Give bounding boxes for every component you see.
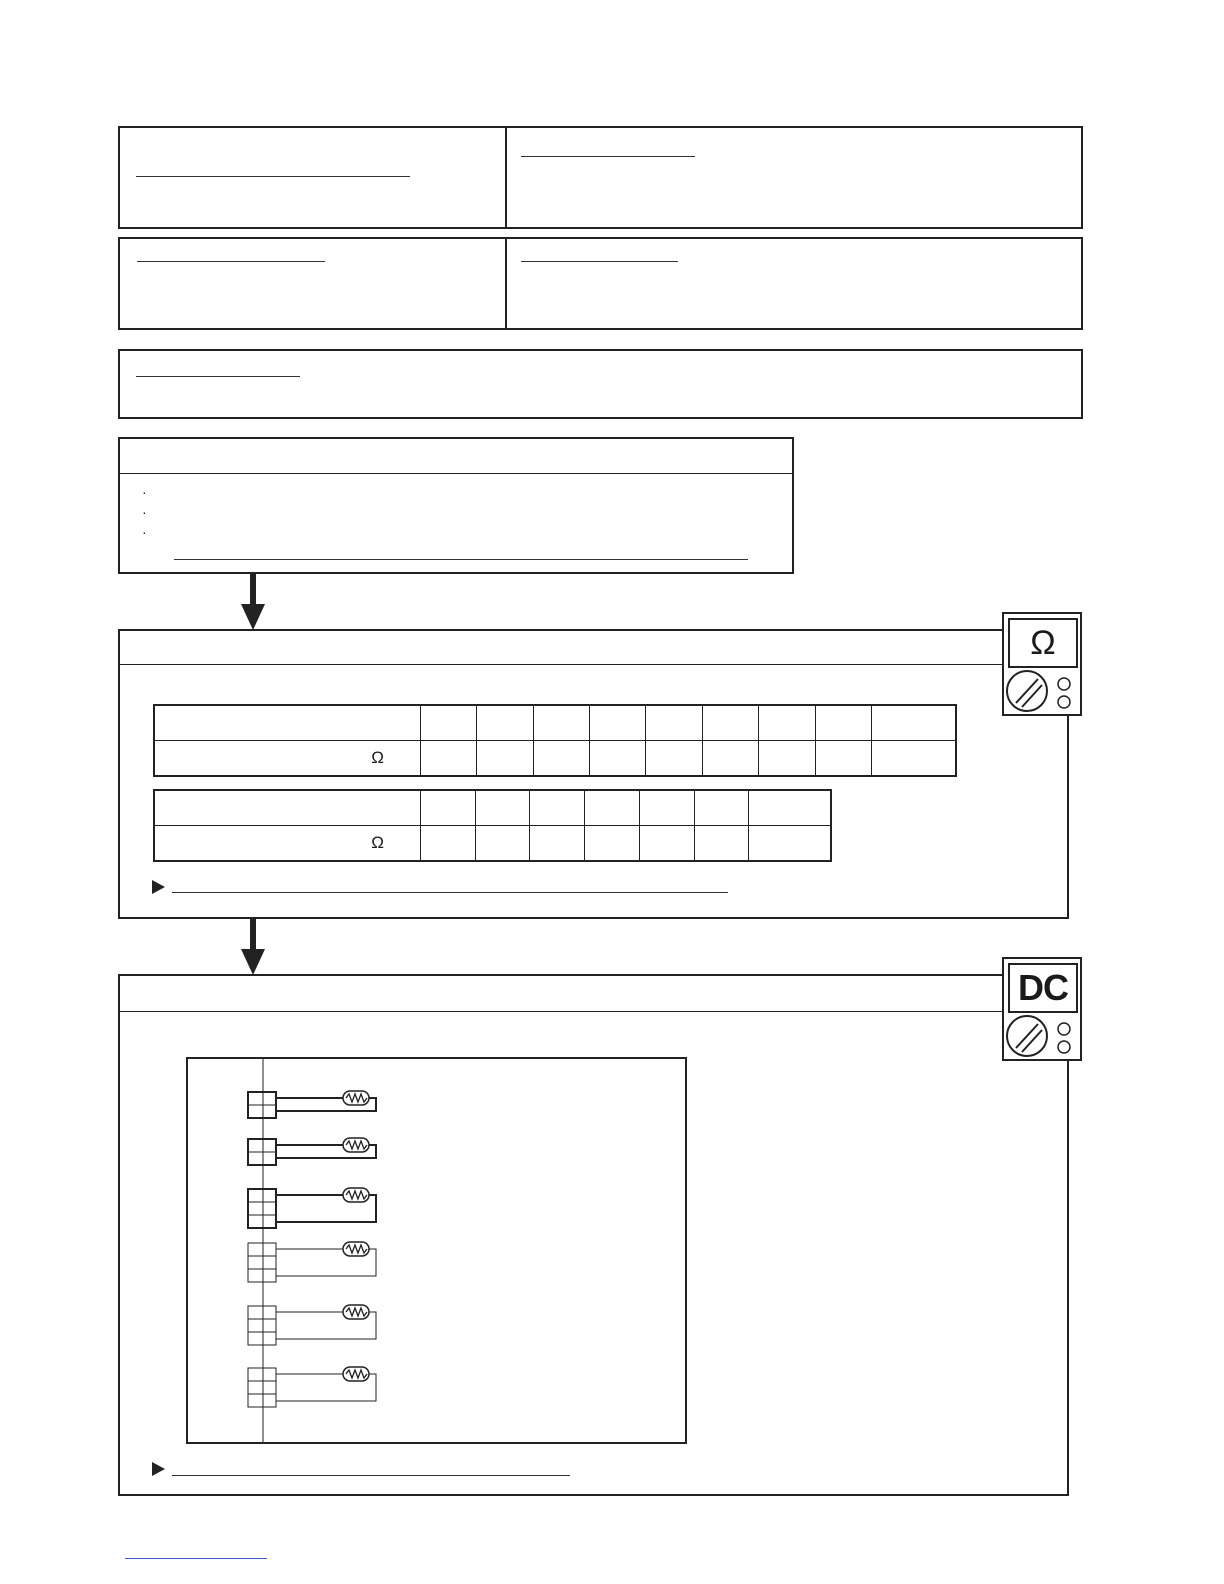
precheck-box: [118, 437, 794, 574]
result-underline: [172, 892, 728, 893]
field-underline: [137, 261, 325, 262]
resistance-table-2: [153, 789, 832, 862]
sensor-4: [248, 1242, 376, 1282]
triangle-pointer-icon: [152, 1462, 165, 1476]
ohmmeter-icon: [1002, 612, 1082, 716]
field-underline: [521, 156, 695, 157]
table-row: [154, 705, 956, 741]
result-underline: [172, 1475, 570, 1476]
sensor-5: [248, 1305, 376, 1345]
table-row: [154, 741, 956, 777]
meter-dial: [1004, 666, 1082, 716]
triangle-pointer-icon: [152, 880, 165, 894]
meter-dial: [1004, 1011, 1082, 1061]
info-box-top: [118, 126, 1083, 229]
resistance-table-1: [153, 704, 957, 777]
section-header-divider: [120, 664, 1067, 665]
bullet-2: ·: [142, 504, 147, 520]
meter-display: DC: [1008, 963, 1078, 1013]
precheck-underline: [174, 559, 748, 560]
sensor-3: [248, 1188, 376, 1228]
info-box-middle: [118, 237, 1083, 330]
footer-link-underline: [125, 1558, 267, 1559]
dc-voltmeter-icon: [1002, 957, 1082, 1061]
table-row: [154, 826, 831, 862]
sensor-6: [248, 1367, 376, 1407]
field-underline: [136, 376, 300, 377]
bullet-1: ·: [142, 484, 147, 500]
meter-display: Ω: [1008, 618, 1078, 668]
sensor-2: [248, 1138, 376, 1165]
ohm-unit-label: Ω: [154, 826, 421, 862]
precheck-header-divider: [120, 473, 792, 474]
voltage-check-box: [118, 974, 1069, 1496]
resistance-check-box: [118, 629, 1069, 919]
field-underline: [521, 261, 678, 262]
info-box-bottom: [118, 349, 1083, 419]
field-underline: [136, 176, 410, 177]
bullet-3: ·: [142, 524, 147, 540]
section-header-divider: [120, 1011, 1067, 1012]
sensor-connector-diagram: [186, 1057, 688, 1445]
sensor-1: [248, 1091, 376, 1118]
ohm-unit-label: Ω: [154, 741, 421, 777]
table-row: [154, 790, 831, 826]
